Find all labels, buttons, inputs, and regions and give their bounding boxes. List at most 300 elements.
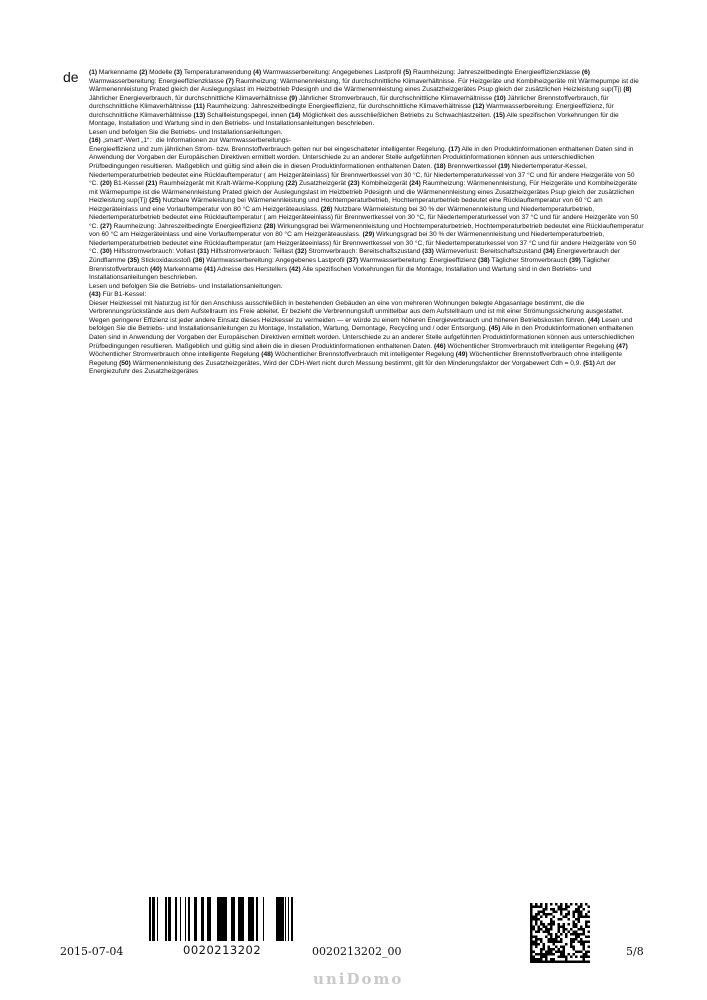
datamatrix-module xyxy=(535,943,538,946)
item-number: (17) xyxy=(448,145,461,153)
item-number: (51) xyxy=(583,359,595,367)
datamatrix-module xyxy=(535,923,538,926)
datamatrix-module xyxy=(543,953,546,956)
barcode-bar xyxy=(251,897,253,941)
datamatrix-module xyxy=(585,913,588,916)
watermark-logo: uniDomo xyxy=(313,970,404,988)
datamatrix-module xyxy=(580,933,583,936)
datamatrix-module xyxy=(550,918,553,921)
item-number: (28) xyxy=(263,222,276,230)
datamatrix-module xyxy=(570,938,573,941)
datamatrix-module xyxy=(535,936,538,939)
item-text: Täglicher Stromverbrauch xyxy=(489,257,570,265)
item-text: Warmwasserbereitung: Energieeffizienz xyxy=(358,257,479,265)
datamatrix-module xyxy=(543,943,546,946)
datamatrix-module xyxy=(575,936,578,939)
datamatrix-module xyxy=(530,928,533,931)
datamatrix-module xyxy=(530,926,533,929)
datamatrix-module xyxy=(530,948,533,951)
datamatrix-module xyxy=(563,961,566,964)
datamatrix-module xyxy=(560,951,563,954)
datamatrix-module xyxy=(558,936,561,939)
datamatrix-module xyxy=(553,938,556,941)
datamatrix-module xyxy=(540,938,543,941)
item-text: Niedertemperatur-Kessel, Niedertemperaturbetrieb bedeutet eine Rücklauftemperatur ( am Heizgeräteinlass) für Brennwertkessel von 30 °C, für Niedertemperaturkessel von 37 °C und für andere Heizgeräte von 50 °C. xyxy=(89,163,635,188)
datamatrix-module xyxy=(558,906,561,909)
item-text: Warmwasserbereitung: Angegebenes Lastprofil xyxy=(261,69,404,76)
datamatrix-module xyxy=(570,928,573,931)
item-text: Temperaturanwendung xyxy=(182,69,254,76)
barcode-bar xyxy=(217,897,218,941)
datamatrix-module xyxy=(573,941,576,944)
text-paragraph xyxy=(89,291,645,300)
item-text: Raumheizung: Jahreszeitbedingte Energieeffizienzklasse xyxy=(411,69,582,76)
datamatrix-module xyxy=(588,936,591,939)
datamatrix-module xyxy=(588,921,591,924)
datamatrix-module xyxy=(538,958,541,961)
item-number: (43) xyxy=(89,291,101,299)
datamatrix-module xyxy=(550,953,553,956)
datamatrix-module xyxy=(578,916,581,919)
datamatrix-module xyxy=(578,913,581,916)
datamatrix-module xyxy=(530,961,533,964)
datamatrix-module xyxy=(585,956,588,959)
datamatrix-module xyxy=(563,931,566,934)
datamatrix-module xyxy=(553,948,556,951)
datamatrix-module xyxy=(530,911,533,914)
datamatrix-module xyxy=(585,903,588,906)
datamatrix-module xyxy=(548,953,551,956)
datamatrix-module xyxy=(588,916,591,919)
text-paragraph xyxy=(89,283,645,292)
datamatrix-module xyxy=(558,918,561,921)
barcode-bar xyxy=(256,897,258,941)
item-text: Wärmenennleistung des Zusatzheizgerätes, Wird der CDH-Wert nicht durch Messung bestimmt, gilt für den Minderungsfaktor der Vorgabewert Cdh = 0,9. xyxy=(130,359,584,367)
datamatrix-module xyxy=(583,931,586,934)
datamatrix-module xyxy=(585,923,588,926)
datamatrix-module xyxy=(560,926,563,929)
item-number: (34) xyxy=(543,248,555,256)
datamatrix-module xyxy=(573,961,576,964)
datamatrix-module xyxy=(538,928,541,931)
datamatrix-module xyxy=(560,903,563,906)
datamatrix-module xyxy=(545,961,548,964)
datamatrix-module xyxy=(573,911,576,914)
barcode-bar xyxy=(277,897,279,941)
item-text: Lesen und befolgen Sie die Betriebs- und Installationsanleitungen. xyxy=(89,128,283,136)
datamatrix-module xyxy=(540,953,543,956)
datamatrix-module xyxy=(543,911,546,914)
datamatrix-module xyxy=(530,956,533,959)
datamatrix-module xyxy=(535,916,538,919)
datamatrix-module xyxy=(538,931,541,934)
item-text: Wirkungsgrad bei 30 % der Wärmenennleistung und Niedertemperaturbetrieb, Niedertemperaturbetrieb bedeutet eine Rücklauftemperatur (am Heizgeräteeinlass) für Brennwertkessel von 30 °C, für Niedertemperaturkessel von 37 °C und für andere Heizgeräte von 50 °C. xyxy=(89,231,637,256)
item-number: (45) xyxy=(488,325,501,333)
datamatrix-module xyxy=(530,921,533,924)
datamatrix-module xyxy=(533,918,536,921)
datamatrix-module xyxy=(578,961,581,964)
item-number: (13) xyxy=(193,111,206,119)
datamatrix-module xyxy=(545,936,548,939)
datamatrix-module xyxy=(548,948,551,951)
datamatrix-module xyxy=(545,928,548,931)
datamatrix-module xyxy=(540,916,543,919)
datamatrix-module xyxy=(580,928,583,931)
datamatrix-module xyxy=(560,956,563,959)
barcode-bar xyxy=(248,897,251,941)
item-text: Raumheizgerät mit Kraft-Wärme-Kopplung xyxy=(157,180,286,188)
item-number: (49) xyxy=(455,351,468,359)
datamatrix-module xyxy=(530,923,533,926)
datamatrix-module xyxy=(588,906,591,909)
datamatrix-module xyxy=(535,946,538,949)
datamatrix-module xyxy=(553,958,556,961)
barcode-bar xyxy=(188,897,189,941)
datamatrix-module xyxy=(540,928,543,931)
datamatrix-module xyxy=(568,923,571,926)
datamatrix-module xyxy=(545,953,548,956)
datamatrix-module xyxy=(575,951,578,954)
datamatrix-module xyxy=(533,936,536,939)
item-number: (27) xyxy=(100,222,112,230)
barcode-bar xyxy=(281,897,284,941)
item-number: (8) xyxy=(623,86,632,94)
footer-date: 2015-07-04 xyxy=(60,945,124,958)
barcode-bar xyxy=(238,897,239,941)
datamatrix-module xyxy=(530,938,533,941)
datamatrix-module xyxy=(550,933,553,936)
item-number: (48) xyxy=(261,351,274,359)
item-number: (24) xyxy=(409,180,421,188)
datamatrix-module xyxy=(533,961,536,964)
datamatrix-module xyxy=(578,951,581,954)
item-text: Stromverbrauch: Bereitschaftszustand xyxy=(306,248,423,256)
datamatrix-module xyxy=(530,931,533,934)
datamatrix-module xyxy=(535,913,538,916)
datamatrix-module xyxy=(570,946,573,949)
datamatrix-module xyxy=(575,926,578,929)
datamatrix-module xyxy=(580,951,583,954)
datamatrix-module xyxy=(555,951,558,954)
barcode-bar xyxy=(165,897,167,941)
datamatrix-module xyxy=(548,961,551,964)
item-text: Wirkungsgrad bei Wärmenennleistung und Hochtemperaturbetrieb, Hochtemperaturbetrieb bedeutet eine Rücklauftemperatur von 60 °C am Heizgeräteinlass und eine Vorlauftemperatur von 80 °C am Heizgeräteauslass. xyxy=(89,222,644,239)
datamatrix-module xyxy=(560,938,563,941)
datamatrix-module xyxy=(585,941,588,944)
item-text: Alle in den Produktinformationen enthaltenen Daten sind in Anwendung der Vorgaben der Europäischen Direktiven ermittelt worden. Unterschiede zu an anderer Stelle aufgeführten Produktinformationen können aus unterschiedlichen Prüfbedingungen resultieren. Maßgeblich und gültig sind allein die in diesen Produktinformationen enthaltenen Daten. xyxy=(89,325,635,350)
item-text: Nutzbare Wärmeleistung bei Wärmenennleistung und Hochtemperaturbetrieb, Hochtemperaturbetrieb bedeutet eine Rücklauftemperatur von 60 °C am Heizgeräteinlass und eine Vorlauftemperatur von 80 °C am Heizgeräteauslass. xyxy=(89,197,603,213)
datamatrix-module xyxy=(583,941,586,944)
item-number: (47) xyxy=(616,342,628,350)
datamatrix-module xyxy=(568,918,571,921)
datamatrix-module xyxy=(558,941,561,944)
barcode-bar xyxy=(189,897,190,941)
item-number: (37) xyxy=(346,257,359,265)
item-number: (14) xyxy=(288,111,301,119)
datamatrix-module xyxy=(553,953,556,956)
item-number: (2) xyxy=(139,69,148,76)
text-paragraph xyxy=(89,137,645,146)
datamatrix-module xyxy=(538,911,541,914)
datamatrix-module xyxy=(573,923,576,926)
item-text: Adresse des Herstellers xyxy=(215,265,290,273)
datamatrix-module xyxy=(570,903,573,906)
barcode-bar xyxy=(239,897,241,941)
datamatrix-module xyxy=(558,951,561,954)
item-number: (44) xyxy=(587,316,600,324)
item-text: Jährlicher Brennstoffverbrauch, für durchschnittliche Klimaverhältnisse xyxy=(89,94,609,111)
datamatrix-module xyxy=(583,916,586,919)
datamatrix-module xyxy=(573,926,576,929)
datamatrix-module xyxy=(588,951,591,954)
datamatrix-module xyxy=(550,926,553,929)
datamatrix-module xyxy=(580,903,583,906)
datamatrix-module xyxy=(550,951,553,954)
datamatrix-module xyxy=(555,938,558,941)
datamatrix-module xyxy=(570,943,573,946)
datamatrix-module xyxy=(530,951,533,954)
datamatrix-module xyxy=(530,943,533,946)
item-number: (38) xyxy=(478,257,490,265)
datamatrix-module xyxy=(560,961,563,964)
datamatrix-module xyxy=(530,941,533,944)
datamatrix-module xyxy=(530,936,533,939)
datamatrix-module xyxy=(550,958,553,961)
barcode-bar xyxy=(276,897,277,941)
datamatrix-module xyxy=(535,931,538,934)
datamatrix-module xyxy=(583,961,586,964)
item-number: (46) xyxy=(433,342,446,350)
datamatrix-module xyxy=(578,908,581,911)
datamatrix-module xyxy=(563,928,566,931)
item-number: (4) xyxy=(253,69,262,76)
datamatrix-module xyxy=(550,921,553,924)
datamatrix-module xyxy=(533,958,536,961)
datamatrix-module xyxy=(530,913,533,916)
barcode-bar xyxy=(152,897,154,941)
datamatrix-module xyxy=(553,943,556,946)
datamatrix-module xyxy=(560,933,563,936)
datamatrix-module xyxy=(535,958,538,961)
item-number: (39) xyxy=(569,257,581,265)
item-number: (9) xyxy=(289,94,298,102)
item-text: Möglichkeit des ausschließlichen Betriebs zu Schwachlastzeiten. xyxy=(300,111,494,119)
datamatrix-module xyxy=(578,921,581,924)
datamatrix-module xyxy=(533,906,536,909)
item-text: Raumheizung: Wärmenennleistung, Für Heizgeräte und Kombiheizgeräte mit Wärmepumpe ist die Wärmenennleistung Prated gleich der Auslegungslast im Heizbetrieb Pdesignh und die Wärmenennleistung eines Zusatzheizgerätes Psup gleich der zusätzlichen Heizleistung sup(Tj) xyxy=(89,180,638,205)
datamatrix-module xyxy=(578,911,581,914)
datamatrix-module xyxy=(558,961,561,964)
datamatrix-module xyxy=(533,916,536,919)
datamatrix-module xyxy=(580,941,583,944)
datamatrix-module xyxy=(555,933,558,936)
datamatrix-module xyxy=(588,931,591,934)
datamatrix-module xyxy=(530,933,533,936)
item-number: (7) xyxy=(225,77,234,85)
datamatrix-module xyxy=(578,941,581,944)
item-text: Lesen und befolgen Sie die Betriebs- und Installationsanleitungen zu Montage, Installation, Wartung, Demontage, Recycling und / oder Entsorgung. xyxy=(89,316,633,333)
barcode-bar xyxy=(234,897,235,941)
item-number: (29) xyxy=(362,231,375,239)
datamatrix-module xyxy=(565,936,568,939)
datamatrix-module xyxy=(533,943,536,946)
barcode-bar xyxy=(221,897,224,941)
datamatrix-module xyxy=(543,946,546,949)
text-paragraph xyxy=(89,146,645,283)
datamatrix-module xyxy=(558,931,561,934)
datamatrix-module xyxy=(558,923,561,926)
item-number: (15) xyxy=(493,111,506,119)
item-number: (10) xyxy=(493,94,506,102)
datamatrix-module xyxy=(555,936,558,939)
datamatrix-module xyxy=(575,908,578,911)
datamatrix-module xyxy=(580,911,583,914)
datamatrix-module xyxy=(583,943,586,946)
datamatrix-module xyxy=(580,961,583,964)
datamatrix-module xyxy=(530,906,533,909)
datamatrix-module xyxy=(570,933,573,936)
barcode-bar xyxy=(231,897,234,941)
item-text: Jährlicher Energieverbrauch, für durchschnittliche Klimaverhältnisse xyxy=(89,94,290,102)
datamatrix-module xyxy=(550,923,553,926)
datamatrix-module xyxy=(565,916,568,919)
datamatrix-module xyxy=(573,916,576,919)
datamatrix-module xyxy=(550,913,553,916)
item-text: Alle in den Produktinformationen enthaltenen Daten sind in Anwendung der Vorgaben der Europäischen Direktiven ermittelt worden. Unterschiede zu an anderer Stelle aufgeführten Produktinformationen können aus unterschiedlichen Prüfbedingungen resultieren. Maßgeblich und gültig sind allein die in diesen Produktinformationen enthaltenen Daten. xyxy=(89,145,634,171)
datamatrix-module xyxy=(553,911,556,914)
datamatrix-module xyxy=(585,951,588,954)
datamatrix-module xyxy=(548,951,551,954)
datamatrix-module xyxy=(573,931,576,934)
barcode-bar xyxy=(263,897,264,941)
item-text: Wärmeverlust: Bereitschaftszustand xyxy=(433,248,544,256)
datamatrix-module xyxy=(545,908,548,911)
datamatrix-module xyxy=(535,938,538,941)
datamatrix-module xyxy=(563,948,566,951)
datamatrix-module xyxy=(545,931,548,934)
datamatrix-module xyxy=(575,903,578,906)
barcode-bar xyxy=(224,897,227,941)
datamatrix-module xyxy=(555,946,558,949)
datamatrix-module xyxy=(573,913,576,916)
item-number: (16) xyxy=(89,137,101,145)
item-text: Täglicher Brennstoffverbrauch xyxy=(89,257,610,273)
datamatrix-module xyxy=(553,961,556,964)
barcode-bar xyxy=(218,897,221,941)
datamatrix-module xyxy=(548,923,551,926)
datamatrix-module xyxy=(575,923,578,926)
datamatrix-module xyxy=(585,961,588,964)
datamatrix-module xyxy=(575,933,578,936)
datamatrix-module xyxy=(533,956,536,959)
product-information-text xyxy=(89,69,645,377)
datamatrix-module xyxy=(583,946,586,949)
datamatrix-module xyxy=(565,913,568,916)
datamatrix-module xyxy=(533,926,536,929)
datamatrix-module xyxy=(535,941,538,944)
item-number: (32) xyxy=(294,248,307,256)
datamatrix-module xyxy=(580,906,583,909)
datamatrix-module xyxy=(550,928,553,931)
datamatrix-module xyxy=(568,913,571,916)
datamatrix-module xyxy=(550,948,553,951)
datamatrix-module xyxy=(540,941,543,944)
datamatrix-module xyxy=(583,956,586,959)
item-text: Wöchentlicher Brennstoffverbrauch ohne intelligente Regelung xyxy=(89,351,623,367)
datamatrix-module xyxy=(583,958,586,961)
barcode-bar xyxy=(168,897,171,941)
datamatrix-module xyxy=(580,913,583,916)
item-number: (26) xyxy=(320,205,333,213)
datamatrix-module xyxy=(543,913,546,916)
barcode-bar xyxy=(201,897,204,941)
datamatrix-module xyxy=(550,961,553,964)
datamatrix-module xyxy=(563,956,566,959)
datamatrix-module xyxy=(548,913,551,916)
item-number: (40) xyxy=(150,265,162,273)
datamatrix-module xyxy=(588,926,591,929)
datamatrix-module xyxy=(543,908,546,911)
datamatrix-module xyxy=(573,933,576,936)
datamatrix-module xyxy=(530,958,533,961)
datamatrix-module xyxy=(540,948,543,951)
page-number: 5/8 xyxy=(626,945,644,958)
datamatrix-module xyxy=(573,938,576,941)
item-text: Raumheizung: Wärmenennleistung, für durchschnittliche Klimaverhältnisse. Für Heizgeräte und Kombiheizgeräte mit Wärmepumpe ist die Wärmenennleistung Prated gleich der Auslegungslast im Heizbetrieb Pdesignh und die Wärmenennleistung eines Zusatzheizgerätes Psup gleich der zusätzlichen Heizleistung sup(Tj) xyxy=(89,77,639,94)
datamatrix-module xyxy=(548,946,551,949)
datamatrix-module xyxy=(578,928,581,931)
item-text: Für B1-Kessel: xyxy=(100,291,147,299)
datamatrix-module xyxy=(558,908,561,911)
datamatrix-module xyxy=(538,961,541,964)
datamatrix-module xyxy=(530,946,533,949)
datamatrix-module xyxy=(580,943,583,946)
datamatrix-module xyxy=(530,918,533,921)
text-paragraph xyxy=(89,69,645,129)
barcode-bar xyxy=(185,897,186,941)
datamatrix-module xyxy=(560,953,563,956)
item-number: (35) xyxy=(127,257,140,265)
datamatrix-module xyxy=(540,911,543,914)
text-paragraph xyxy=(89,129,645,138)
item-number: (5) xyxy=(403,69,412,76)
datamatrix-module xyxy=(540,923,543,926)
datamatrix-module xyxy=(538,926,541,929)
item-number: (21) xyxy=(145,180,158,188)
item-text: Zusatzheizgerät xyxy=(297,180,348,188)
item-text: Raumheizung: Jahreszeitbedingte Energieeffizienz, für durchschnittliche Klimaverhältnisse xyxy=(204,103,473,111)
datamatrix-module xyxy=(548,931,551,934)
datamatrix-module xyxy=(540,903,543,906)
item-text: Wöchentlicher Stromverbrauch mit intelligenter Regelung xyxy=(445,342,617,350)
language-code: de xyxy=(63,69,79,85)
datamatrix-module xyxy=(550,938,553,941)
barcode-image xyxy=(149,897,293,941)
item-number: (31) xyxy=(197,248,209,256)
datamatrix-module xyxy=(540,906,543,909)
datamatrix-module xyxy=(585,921,588,924)
datamatrix-code-image xyxy=(530,903,590,963)
datamatrix-module xyxy=(538,906,541,909)
datamatrix-module xyxy=(543,956,546,959)
barcode-bar xyxy=(194,897,197,941)
datamatrix-module xyxy=(585,936,588,939)
item-number: (25) xyxy=(149,197,161,205)
datamatrix-module xyxy=(568,953,571,956)
datamatrix-module xyxy=(565,903,568,906)
datamatrix-module xyxy=(578,918,581,921)
datamatrix-module xyxy=(543,926,546,929)
